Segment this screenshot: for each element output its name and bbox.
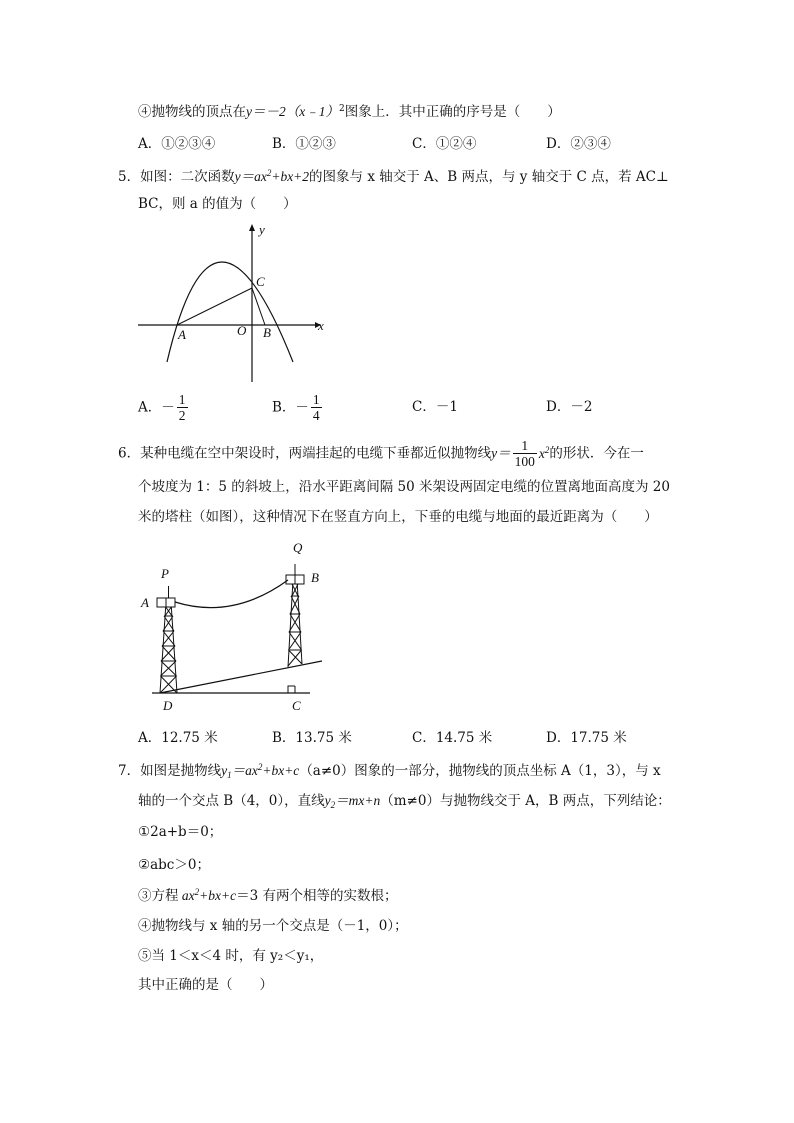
q5-question-line-2: BC，则 a 的值为（ ） — [138, 196, 297, 212]
q6-label-d: D — [163, 698, 173, 713]
q5-question-line-1: 5．如图：二次函数$y=ax^2+bx+2$的图象与 x 轴交于 A、B 两点，与 y 轴交于 C 点，若 AC⊥ — [118, 168, 669, 185]
q5-option-d[interactable]: D．－2 — [546, 399, 593, 415]
q5-figure — [135, 222, 335, 382]
q5-segment-bc — [252, 288, 265, 325]
q5-label-y: y — [259, 222, 265, 237]
q6-label-a: A — [141, 595, 149, 610]
q6-figure — [138, 536, 338, 716]
q5-option-c[interactable]: C．－1 — [412, 399, 458, 415]
q5-option-a[interactable]: A．－ $\frac{1}{2}$ — [138, 392, 186, 423]
q6-label-q: Q — [293, 540, 303, 555]
q7-statement-4: ④抛物线与 x 轴的另一个交点是（－1，0）； — [138, 918, 408, 934]
q7-question-line-1: 7．如图是抛物线$y_1=ax^2+bx+c(a\ne 0)$图象的一部分，抛物线的顶点坐标 A（1，3），与 x — [118, 762, 661, 780]
q7-question-line-2: 轴的一个交点 B（4，0），直线$y_2=mx+n(m\ne 0)$与抛物线交于 A，B 两点，下列结论： — [138, 793, 671, 810]
q6-right-angle-mark — [288, 686, 295, 693]
q6-option-c[interactable]: C．14.75 米 — [412, 730, 493, 746]
q4-statement-4: ④抛物线的顶点在y＝－2（x﹣1）$^2$图象上．其中正确的序号是（ ） — [138, 104, 561, 120]
q5-label-c: C — [256, 274, 265, 289]
q7-statement-3: ③方程 $ax^2+bx+c=3$ 有两个相等的实数根； — [138, 887, 398, 904]
q4-option-b[interactable]: B．①②③ — [272, 136, 336, 152]
q6-tower-b — [286, 564, 304, 667]
q5-function: $y=ax^2+bx+2$ — [234, 168, 310, 184]
q4-option-a[interactable]: A．①②③④ — [138, 136, 216, 152]
q7-statement-2: ②abc＞0； — [138, 857, 210, 873]
q5-option-b[interactable]: B．－ $\frac{1}{4}$ — [272, 392, 320, 423]
q6-option-d[interactable]: D．17.75 米 — [546, 730, 627, 746]
q5-label-o: O — [237, 323, 247, 338]
q5-segment-ac — [177, 288, 252, 325]
q6-question-line-3: 米的塔柱（如图），这种情况下在竖直方向上，下垂的电缆与地面的最近距离为（ ） — [138, 509, 658, 525]
q5-label-b: B — [263, 325, 271, 340]
q5-label-x: x — [318, 318, 324, 333]
q6-slope-line — [160, 661, 322, 693]
q7-statement-5: ⑤当 1＜x＜4 时，有 y₂＜y₁， — [138, 948, 324, 964]
q5-parabola — [167, 262, 293, 362]
q6-question-line-2: 个坡度为 1：5 的斜坡上，沿水平距离间隔 50 米架设两固定电缆的位置离地面高度为 20 — [138, 479, 670, 495]
q5-y-arrow — [249, 224, 255, 231]
q6-option-b[interactable]: B．13.75 米 — [272, 730, 352, 746]
q6-label-p: P — [161, 566, 169, 581]
q6-label-b: B — [311, 570, 319, 585]
q7-ask: 其中正确的是（ ） — [138, 977, 273, 993]
q6-tower-a — [157, 586, 177, 693]
q4-option-d[interactable]: D．②③④ — [546, 136, 611, 152]
q6-cable — [175, 580, 288, 608]
q6-label-c: C — [292, 698, 301, 713]
q5-label-a: A — [178, 327, 186, 342]
q4-option-c[interactable]: C．①②④ — [412, 136, 477, 152]
q6-question-line-1: 6．某种电缆在空中架设时，两端挂起的电缆下垂都近似抛物线y＝ $\frac{1}{100}$ $x^2$的形状．今在一 — [118, 438, 644, 469]
q7-statement-1: ①2a+b＝0； — [138, 824, 223, 840]
q6-option-a[interactable]: A．12.75 米 — [138, 730, 218, 746]
